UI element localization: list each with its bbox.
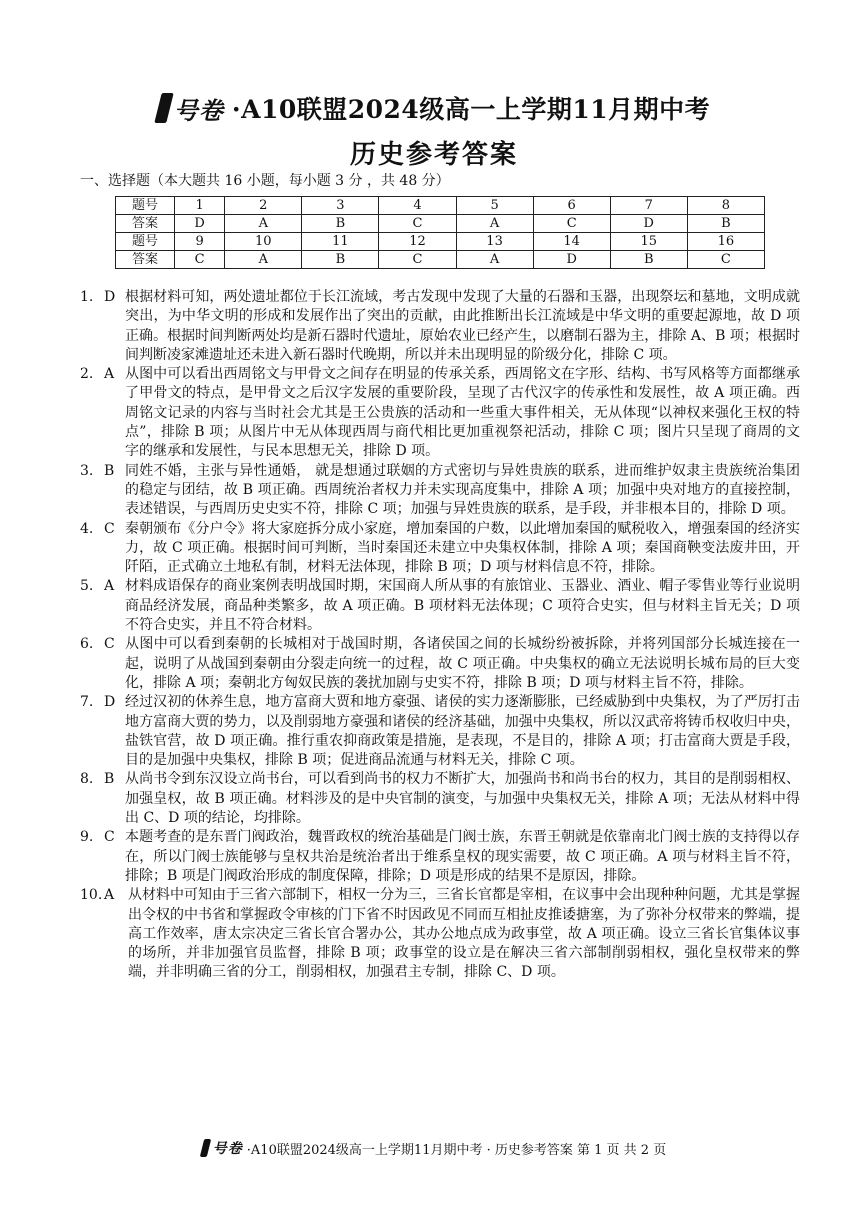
answer-table-cell: 16: [687, 233, 764, 251]
answer-table-cell: D: [175, 215, 225, 233]
question-number: 6.: [80, 636, 94, 653]
answer-table-cell: A: [225, 215, 302, 233]
question-number: 2.: [80, 366, 94, 383]
answer-table-cell: 2: [225, 197, 302, 215]
answer-item: [80, 635, 800, 693]
answer-table-cell: 4: [379, 197, 456, 215]
answer-item: [80, 365, 800, 461]
answer-item-label: [80, 288, 125, 307]
answer-item: [80, 462, 800, 520]
answer-item: [80, 520, 800, 578]
answer-item: [80, 770, 800, 828]
brand-name: 号卷: [173, 95, 224, 125]
answer-item-label: [80, 828, 125, 847]
answer-table-row-label: 题号: [116, 197, 175, 215]
answer-table-cell: 9: [175, 233, 225, 251]
answer-table-cell: D: [610, 215, 687, 233]
answer-item-label: [80, 886, 128, 905]
answer-table-row: [116, 197, 765, 215]
footer-brush-logo-icon: [200, 1139, 211, 1157]
answer-item-label: [80, 365, 125, 384]
answer-item-label: [80, 693, 125, 712]
answer-item: [80, 288, 800, 365]
answer-item: [80, 577, 800, 635]
question-number: 4.: [80, 520, 94, 537]
answer-item: [80, 828, 800, 886]
question-number: 7.: [80, 694, 94, 711]
answer-explanation-text: 从图中可以看到秦朝的长城相对于战国时期，各诸侯国之间的长城纷纷被拆除，并将列国部分长城连接在一起，说明了从战国到秦朝由分裂走向统一的过程，故 C 项正确。中央集权的确立无法说明长城布局的巨大变化，排除 A 项；秦朝北方匈奴民族的袭扰加剧与史实不符，排除 B 项；D 项与材料主旨不符，排除。: [125, 636, 800, 691]
footer-line: [202, 1138, 666, 1158]
answer-table-row: [116, 233, 765, 251]
answer-item: [80, 693, 800, 770]
answer-letter: A: [104, 366, 115, 383]
question-number: 3.: [80, 462, 94, 479]
answer-table-cell: 11: [302, 233, 379, 251]
answer-table-cell: 1: [175, 197, 225, 215]
answer-item-label: [80, 462, 125, 481]
answer-letter: D: [104, 289, 116, 305]
answer-table-cell: B: [610, 251, 687, 269]
answer-item: [80, 886, 800, 982]
answer-table-cell: A: [225, 251, 302, 269]
answer-table-row-label: 答案: [116, 215, 175, 233]
title-line: [0, 90, 868, 126]
answer-item-label: [80, 577, 125, 596]
answer-explanation-text: 本题考查的是东晋门阀政治，魏晋政权的统治基础是门阀士族，东晋王朝就是依靠南北门阀士族的支持得以存在，所以门阀士族能够与皇权共治是统治者出于维系皇权的现实需要，故 C 项正确。A 项与材料主旨不符，排除；B 项是门阀政治形成的制度保障，排除；D 项是形成的结果不是原因，排除。: [125, 829, 800, 884]
answer-explanation-text: 同姓不婚，主张与异性通婚， 就是想通过联姻的方式密切与异姓贵族的联系，进而维护奴隶主贵族统治集团的稳定与团结，故 B 项正确。西周统治者权力并未实现高度集中，排除 A 项；加强中央对地方的直接控制，表述错误，与西周历史史实不符，排除 C 项；加强与异姓贵族的联系，是手段，并非根本目的，排除 D 项。: [125, 462, 800, 518]
footer-text: ·A10联盟2024级高一上学期11月期中考 · 历史参考答案 第 1 页 共 2 页: [246, 1142, 667, 1158]
answer-letter: B: [104, 771, 115, 788]
answer-explanation-text: 秦朝颁布《分户令》将大家庭拆分成小家庭，增加秦国的户数，以此增加秦国的赋税收入，增强秦国的经济实力，故 C 项正确。根据时间可判断，当时秦国还未建立中央集权体制，排除 A 项；秦国商鞅变法废井田，开阡陌，正式确立土地私有制，材料无法体现，排除 B 项；D 项与材料信息不符，排除。: [125, 520, 800, 576]
answer-explanation-text: 从图中可以看出西周铭文与甲骨文之间存在明显的传承关系，西周铭文在字形、结构、书写风格等方面都继承了甲骨文的特点，是甲骨文之后汉字发展的重要阶段，呈现了古代汉字的传承性和发展性，故 A 项正确。西周铭文记录的内容与当时社会尤其是王公贵族的活动和一些重大事件相关，无从体现“以神权来强化王权的特点”，排除 B 项；从图片中无从体现西周与商代相比更加重视祭祀活动，排除 C 项；图片只呈现了商周的文字的继承和发展性，与民本思想无关，排除 D 项。: [125, 366, 800, 460]
question-number: 9.: [80, 829, 94, 846]
answer-explanation-text: 从尚书令到东汉设立尚书台，可以看到尚书的权力不断扩大，加强尚书和尚书台的权力，其目的是削弱相权、加强皇权，故 B 项正确。材料涉及的是中央官制的演变，与加强中央集权无关，排除 A 项；无法从材料中得出 C、D 项的结论，均排除。: [125, 771, 800, 827]
answer-table-cell: C: [687, 251, 764, 269]
answer-letter: A: [104, 578, 115, 595]
answer-table-cell: A: [456, 251, 533, 269]
question-number: 8.: [80, 771, 94, 788]
answer-table: [115, 196, 765, 269]
answer-table-cell: C: [175, 251, 225, 269]
answer-table-cell: C: [379, 215, 456, 233]
footer-brand-name: 号卷: [212, 1141, 243, 1157]
brand-logo: [158, 91, 224, 126]
answer-table-row-label: 答案: [116, 251, 175, 269]
answer-table-cell: A: [456, 215, 533, 233]
document-subtitle: 历史参考答案: [349, 140, 518, 170]
answer-explanation-text: 经过汉初的休养生息，地方富商大贾和地方豪强、诸侯的实力逐渐膨胀，已经威胁到中央集权，为了严厉打击地方富商大贾的势力，以及削弱地方豪强和诸侯的经济基础，加强中央集权，所以汉武帝将铸币权收归中央，盐铁官营，故 D 项正确。推行重农抑商政策是措施，是表现，不是目的，排除 A 项；打击富商大贾是手段，目的是加强中央集权，排除 B 项；促进商品流通与材料无关，排除 C 项。: [125, 694, 800, 769]
answer-table-cell: 15: [610, 233, 687, 251]
section-heading: 一、选择题（本大题共 16 小题，每小题 3 分 ，共 48 分）: [80, 173, 450, 189]
page-footer: [0, 1138, 868, 1161]
answer-letter: C: [104, 829, 115, 846]
answer-table-cell: 14: [533, 233, 610, 251]
answer-item-label: [80, 770, 125, 789]
answer-letter: B: [104, 462, 115, 479]
footer-brand-logo: [202, 1138, 243, 1158]
answer-letter: C: [104, 520, 115, 537]
answer-explanation-text: 根据材料可知，两处遗址都位于长江流域，考古发现中发现了大量的石器和玉器，出现祭坛和墓地，文明成就突出，为中华文明的形成和发展作出了突出的贡献，由此推断出长江流域是中华文明的重要起源地，故 D 项正确。根据时间判断两处均是新石器时代遗址，原始农业已经产生，以磨制石器为主，排除 A、B 项；根据时间判断凌家滩遗址还未进入新石器时代晚期，所以并未出现明显的阶级分化，排除 C 项。: [125, 289, 800, 363]
answer-letter: A: [104, 887, 115, 904]
answer-explanations: [80, 288, 800, 983]
exam-title: ·A10联盟2024级高一上学期11月期中考: [231, 95, 711, 124]
question-number: 1.: [80, 289, 94, 305]
answer-table-row: [116, 215, 765, 233]
answer-letter: C: [104, 636, 115, 653]
answer-table-cell: B: [687, 215, 764, 233]
answer-table-row-label: 题号: [116, 233, 175, 251]
question-number: 10.: [80, 887, 103, 904]
answer-item-label: [80, 520, 125, 539]
answer-table-cell: C: [379, 251, 456, 269]
answer-table-cell: B: [302, 251, 379, 269]
answer-item-label: [80, 635, 125, 654]
answer-table-row: [116, 251, 765, 269]
answer-table-cell: 5: [456, 197, 533, 215]
answer-explanation-text: 材料成语保存的商业案例表明战国时期，宋国商人所从事的有旅馆业、玉器业、酒业、帽子零售业等行业说明商品经济发展，商品种类繁多，故 A 项正确。B 项材料无法体现；C 项符合史实，但与材料主旨无关；D 项不符合史实，并且不符合材料。: [125, 578, 800, 634]
answer-table-cell: D: [533, 251, 610, 269]
answer-table-cell: 12: [379, 233, 456, 251]
answer-table-cell: 6: [533, 197, 610, 215]
answer-table-cell: 10: [225, 233, 302, 251]
document-header: [0, 90, 868, 171]
answer-explanation-text: 从材料中可知由于三省六部制下，相权一分为三，三省长官都是宰相，在议事中会出现种种问题，尤其是掌握出令权的中书省和掌握政令审核的门下省不时因政见不同而互相扯皮推诿搪塞，为了弥补分权带来的弊端，提高工作效率，唐太宗决定三省长官合署办公，其办公地点成为政事堂，故 A 项正确。设立三省长官集体议事的场所，并非加强官员监督，排除 B 项；政事堂的设立是在解决三省六部制削弱相权，强化皇权带来的弊端，并非明确三省的分工，削弱相权，加强君主专制，排除 C、D 项。: [128, 887, 800, 981]
answer-table-cell: 7: [610, 197, 687, 215]
answer-table-cell: B: [302, 215, 379, 233]
brush-logo-icon: [154, 93, 173, 123]
answer-table-cell: 13: [456, 233, 533, 251]
answer-table-cell: 3: [302, 197, 379, 215]
answer-table-cell: 8: [687, 197, 764, 215]
question-number: 5.: [80, 578, 94, 595]
answer-letter: D: [104, 694, 116, 711]
answer-table-cell: C: [533, 215, 610, 233]
